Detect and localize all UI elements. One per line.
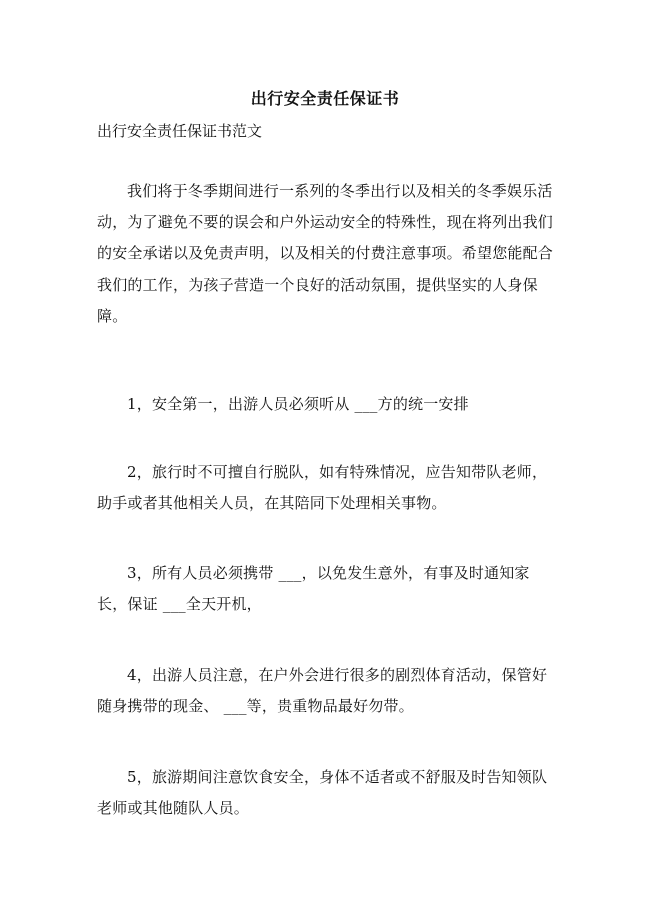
intro-paragraph: 我们将于冬季期间进行一系列的冬季出行以及相关的冬季娱乐活动，为了避免不要的误会和户外运动安全的特殊性，现在将列出我们的安全承诺以及免责声明，以及相关的付费注意事项。希望您能配合我们的工作，为孩子营造一个良好的活动氛围，提供坚实的人身保障。	[97, 182, 554, 325]
document-subtitle: 出行安全责任保证书范文	[97, 122, 263, 140]
item-1: 1，安全第一，出游人员必须听从 ___方的统一安排	[127, 395, 469, 413]
item-4: 4，出游人员注意，在户外会进行很多的剧烈体育活动，保管好随身携带的现金、 ___等，贵重物品最好勿带。	[97, 666, 548, 716]
item-2: 2，旅行时不可擅自行脱队，如有特殊情况，应告知带队老师，助手或者其他相关人员，在其陪同下处理相关事物。	[97, 463, 548, 513]
item-5: 5，旅游期间注意饮食安全，身体不适者或不舒服及时告知领队老师或其他随队人员。	[97, 768, 548, 818]
document-title: 出行安全责任保证书	[250, 89, 400, 108]
item-3: 3，所有人员必须携带 ___，以免发生意外，有事及时通知家长，保证 ___全天开机，	[97, 564, 530, 614]
